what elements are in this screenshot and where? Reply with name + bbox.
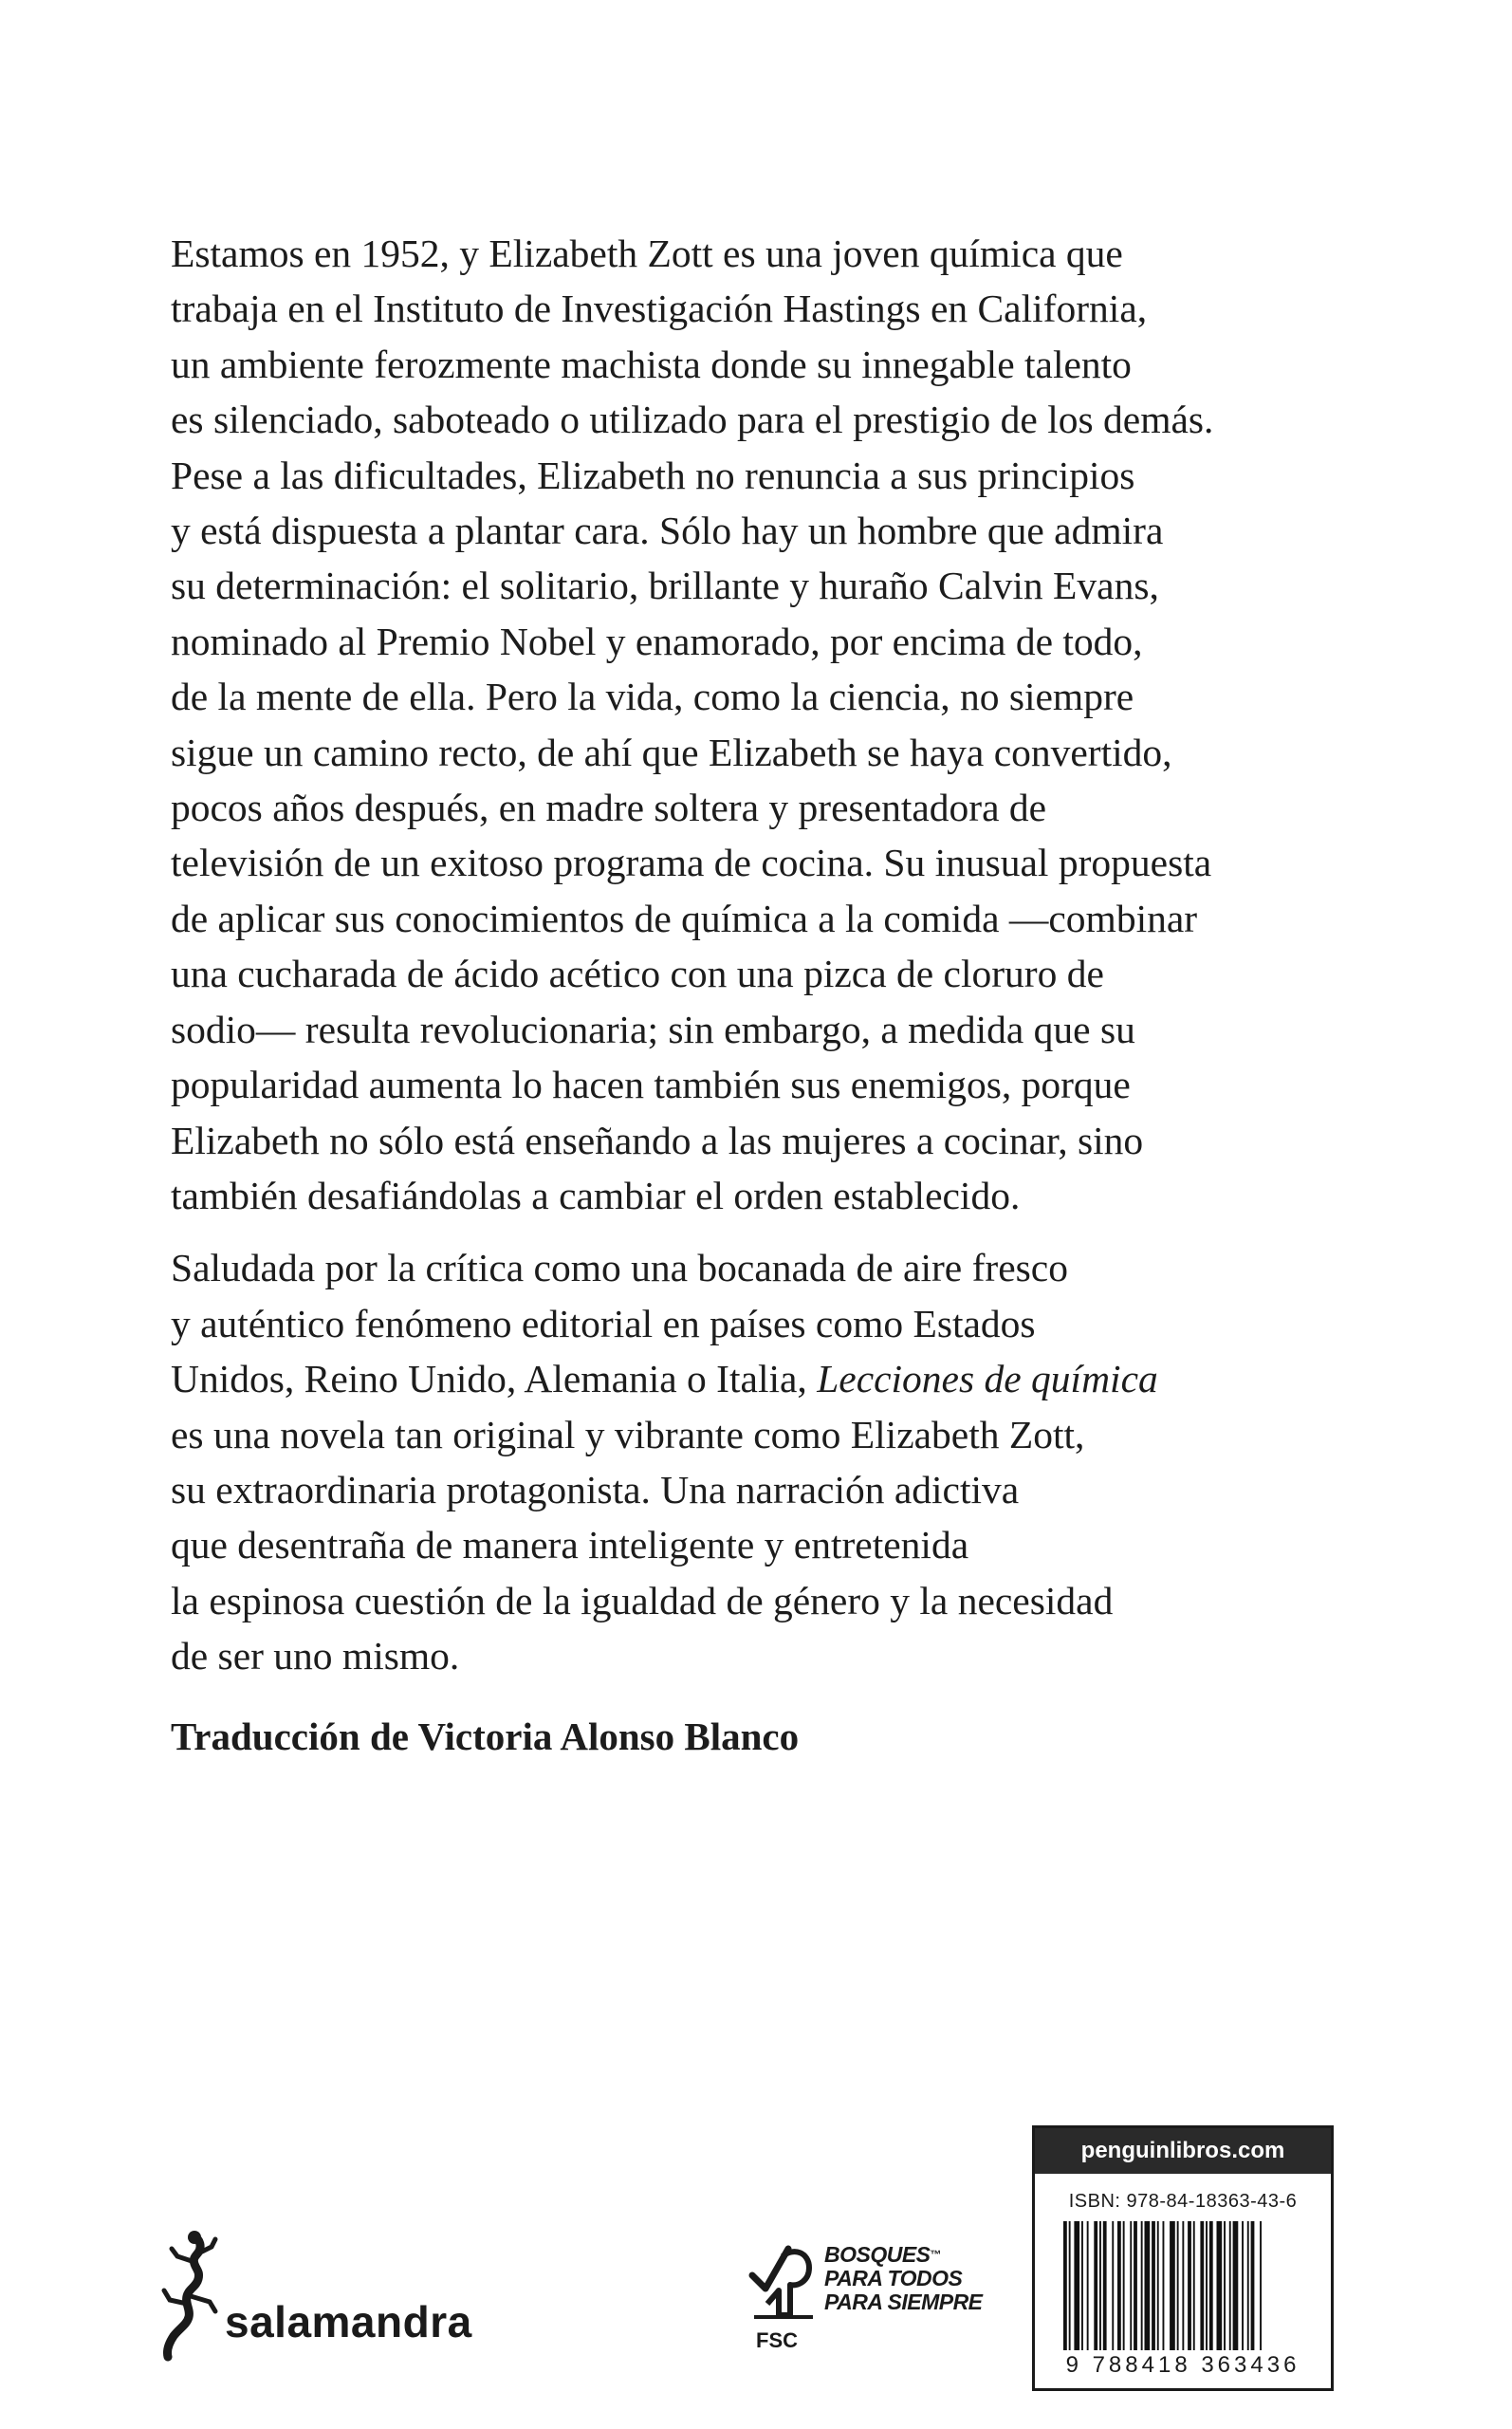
barcode-bar	[1217, 2221, 1223, 2350]
text-line: su determinación: el solitario, brillante y huraño Calvin Evans,	[171, 564, 1159, 608]
barcode-bar	[1177, 2221, 1179, 2350]
fsc-slogan-line: BOSQUES	[824, 2242, 931, 2267]
text-line: la espinosa cuestión de la igualdad de género y la necesidad	[171, 1578, 1114, 1622]
synopsis-paragraph-2	[171, 1240, 1356, 1683]
text-line: y está dispuesta a plantar cara. Sólo hay un hombre que admira	[171, 509, 1164, 553]
barcode-bar	[1123, 2221, 1125, 2350]
barcode-bar	[1081, 2221, 1083, 2350]
text-line: televisión de un exitoso programa de cocina. Su inusual propuesta	[171, 841, 1212, 885]
barcode-bar	[1242, 2221, 1244, 2350]
barcode-bar	[1229, 2221, 1231, 2350]
isbn-label: ISBN: 978-84-18363-43-6	[1068, 2191, 1298, 2212]
fsc-slogan-line: PARA SIEMPRE	[824, 2290, 983, 2314]
text-line	[171, 1351, 1356, 1406]
text-line: Estamos en 1952, y Elizabeth Zott es una joven química que	[171, 232, 1123, 275]
text-line: popularidad aumenta lo hacen también sus enemigos, porque	[171, 1063, 1131, 1107]
barcode-bar	[1163, 2221, 1165, 2350]
barcode-bar	[1074, 2221, 1079, 2350]
text-line: una cucharada de ácido acético con una pizca de cloruro de	[171, 952, 1104, 996]
fsc-slogan	[824, 2243, 983, 2314]
text-line: sigue un camino recto, de ahí que Elizabeth se haya convertido,	[171, 730, 1172, 774]
text-line: de ser uno mismo.	[171, 1634, 460, 1678]
tree-checkmark-icon	[745, 2230, 821, 2325]
barcode-bar	[1206, 2221, 1208, 2350]
website-url: penguinlibros.com	[1035, 2128, 1331, 2174]
synopsis-paragraph-1	[171, 226, 1356, 1223]
barcode-bar	[1157, 2221, 1159, 2350]
text-line: un ambiente ferozmente machista donde su innegable talento	[171, 342, 1132, 386]
barcode-bar	[1260, 2221, 1262, 2350]
text-line: nominado al Premio Nobel y enamorado, por encima de todo,	[171, 619, 1143, 663]
text-line: que desentraña de manera inteligente y entretenida	[171, 1523, 969, 1567]
barcode-bar	[1182, 2221, 1184, 2350]
text-line: sodio— resulta revolucionaria; sin embargo, a medida que su	[171, 1007, 1135, 1051]
salamander-icon	[157, 2230, 232, 2363]
text-line: de aplicar sus conocimientos de química a la comida —combinar	[171, 896, 1198, 940]
barcode-bar	[1112, 2221, 1114, 2350]
text-line: de la mente de ella. Pero la vida, como la ciencia, no siempre	[171, 675, 1134, 719]
fsc-slogan-line: PARA TODOS	[824, 2266, 963, 2290]
text-line: trabaja en el Instituto de Investigación Hastings en California,	[171, 287, 1148, 331]
barcode-bar	[1117, 2221, 1121, 2350]
publisher-name: salamandra	[225, 2297, 472, 2346]
barcode-bar	[1193, 2221, 1195, 2350]
barcode-bar	[1247, 2221, 1249, 2350]
barcode-bars	[1063, 2221, 1302, 2350]
barcode-bar	[1130, 2221, 1132, 2350]
synopsis	[171, 226, 1356, 1684]
barcode-panel	[1032, 2125, 1334, 2391]
book-title: Lecciones de química	[817, 1357, 1158, 1401]
barcode-bar	[1087, 2221, 1089, 2350]
barcode-bar	[1141, 2221, 1143, 2350]
translator-credit: Traducción de Victoria Alonso Blanco	[171, 1715, 800, 1758]
barcode-bar	[1094, 2221, 1097, 2350]
barcode-bar	[1069, 2221, 1071, 2350]
text-line: su extraordinaria protagonista. Una narración adictiva	[171, 1467, 1020, 1511]
text-line: y auténtico fenómeno editorial en países como Estados	[171, 1301, 1036, 1345]
text-line: Saludada por la crítica como una bocanada de aire fresco	[171, 1246, 1068, 1290]
text-line: es silenciado, saboteado o utilizado para el prestigio de los demás.	[171, 398, 1214, 442]
fsc-label: FSC	[756, 2328, 798, 2352]
text-line: Elizabeth no sólo está enseñando a las mujeres a cocinar, sino	[171, 1118, 1144, 1162]
text-line: Pese a las dificultades, Elizabeth no renuncia a sus principios	[171, 453, 1135, 497]
trademark-symbol: ™	[930, 2248, 942, 2261]
barcode-bar	[1209, 2221, 1213, 2350]
barcode-bar	[1233, 2221, 1239, 2350]
barcode-bar	[1152, 2221, 1155, 2350]
publisher-logo	[157, 2230, 470, 2363]
fsc-logo	[745, 2230, 991, 2363]
barcode-bar	[1200, 2221, 1204, 2350]
barcode-bar	[1170, 2221, 1175, 2350]
barcode-bar	[1063, 2221, 1067, 2350]
text-line: también desafiándolas a cambiar el orden establecido.	[171, 1173, 1021, 1217]
barcode-bar	[1251, 2221, 1255, 2350]
barcode-bar	[1134, 2221, 1137, 2350]
barcode-bar	[1188, 2221, 1191, 2350]
barcode-bar	[1224, 2221, 1226, 2350]
text-line: pocos años después, en madre soltera y presentadora de	[171, 786, 1047, 830]
text-line: es una novela tan original y vibrante como Elizabeth Zott,	[171, 1412, 1085, 1456]
barcode-digits: 9 788418 363436	[1065, 2352, 1300, 2378]
barcode-bar	[1099, 2221, 1101, 2350]
text-fragment: Unidos, Reino Unido, Alemania o Italia,	[171, 1357, 807, 1401]
barcode-bar	[1145, 2221, 1151, 2350]
barcode-bar	[1103, 2221, 1107, 2350]
